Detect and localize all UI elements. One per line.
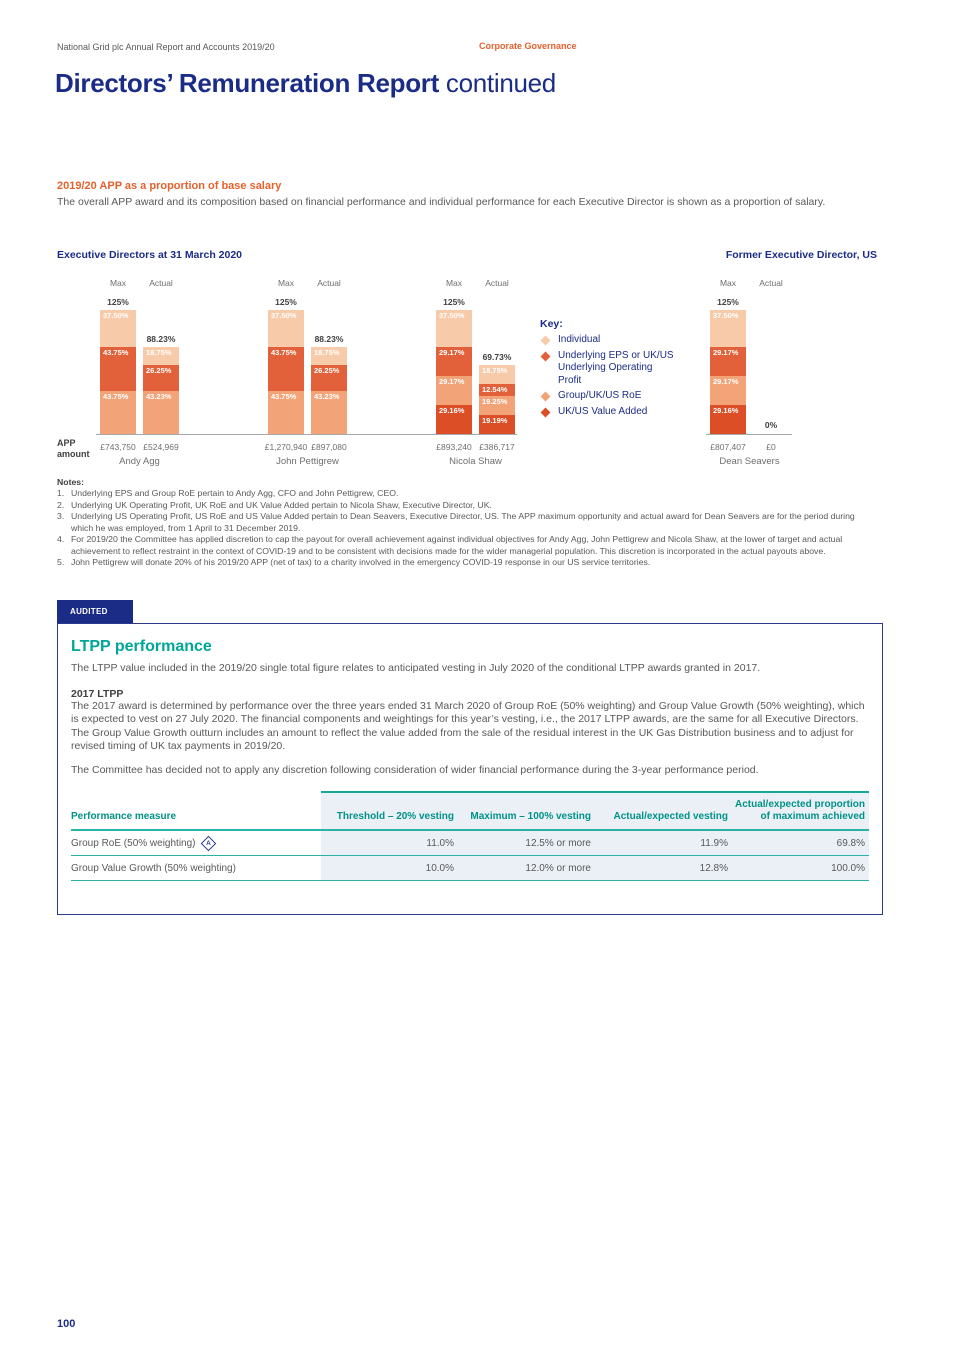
bar-total-label: 125% bbox=[275, 297, 297, 308]
bar-total-label: 125% bbox=[107, 297, 129, 308]
bar-segment-label: 37.50% bbox=[271, 311, 297, 321]
note-number: 4. bbox=[57, 534, 65, 544]
chart-key-title: Key: bbox=[540, 318, 563, 330]
note-item bbox=[57, 500, 872, 512]
table-header-cell: Performance measure bbox=[71, 811, 177, 822]
ltpp-heading: LTPP performance bbox=[71, 638, 212, 655]
table-measure-text: Group RoE (50% weighting) bbox=[71, 837, 196, 849]
chart-key bbox=[540, 318, 690, 421]
bar-segment-value_added bbox=[479, 415, 515, 434]
bar-segment-label: 26.25% bbox=[314, 366, 340, 376]
table-value-cell: 10.0% bbox=[321, 856, 458, 880]
ltpp-intro: The LTPP value included in the 2019/20 single total figure relates to anticipated vesting in July 2020 of the conditional LTPP awards granted in 2017. bbox=[71, 662, 761, 674]
page-title-continued: continued bbox=[438, 68, 556, 98]
table-header-cell: Actual/expected proportion of maximum achieved bbox=[732, 791, 869, 829]
note-text: For 2019/20 the Committee has applied discretion to cap the payout for overall achievement against individual objectives for Andy Agg, John Pettigrew and Nicola Shaw, at the lower of target and actual achievement to reflect restraint in the context of COVID-19 and to be consistent with decisions made for the wider managerial population. This discretion is incorporated in the actual payouts above. bbox=[71, 534, 843, 556]
app-amount-actual: £897,080 bbox=[311, 442, 347, 452]
bar-column-label-actual: Actual bbox=[317, 278, 341, 288]
bar-column-label-max: Max bbox=[109, 278, 127, 288]
bar-segment-roe bbox=[268, 391, 304, 434]
bar-segment-roe bbox=[710, 376, 746, 405]
bar-column-label-max: Max bbox=[277, 278, 295, 288]
bar-segment-label: 19.19% bbox=[482, 415, 508, 425]
bar-segment-eps_profit bbox=[268, 347, 304, 390]
ltpp-performance-box bbox=[57, 623, 883, 915]
app-amount-actual: £386,717 bbox=[479, 442, 515, 452]
bar-column-label-actual: Actual bbox=[149, 278, 173, 288]
app-section-intro: The overall APP award and its composition based on financial performance and individual performance for each Executive Director is shown as a proportion of salary. bbox=[57, 196, 826, 208]
key-item-label: Individual bbox=[558, 334, 601, 345]
bar-segment-individual bbox=[311, 347, 347, 366]
table-value-cell: 11.9% bbox=[595, 831, 732, 855]
bar-column-label-max: Max bbox=[719, 278, 737, 288]
app-amount-max: £893,240 bbox=[436, 442, 472, 452]
key-diamond-icon bbox=[541, 336, 551, 346]
bar-segment-label: 19.25% bbox=[482, 396, 508, 406]
key-diamond-icon bbox=[541, 407, 551, 417]
page-title bbox=[55, 68, 556, 99]
bar-segment-label: 26.25% bbox=[146, 366, 172, 376]
bar-segment-label: 43.75% bbox=[103, 391, 129, 401]
stacked-bar bbox=[436, 310, 472, 434]
bar-segment-individual bbox=[143, 347, 179, 366]
table-row bbox=[71, 830, 869, 855]
stacked-bar bbox=[479, 365, 515, 434]
table-value-cell: 12.5% or more bbox=[458, 831, 595, 855]
bar-segment-label: 43.75% bbox=[103, 348, 129, 358]
page-number: 100 bbox=[57, 1318, 76, 1330]
key-item bbox=[540, 390, 690, 403]
bar-column-label-max: Max bbox=[445, 278, 463, 288]
bar-total-label: 0% bbox=[764, 420, 778, 430]
note-number: 1. bbox=[57, 488, 65, 498]
bar-segment-eps_profit bbox=[710, 347, 746, 376]
key-item bbox=[540, 350, 690, 388]
audited-marker-icon bbox=[200, 835, 216, 851]
note-item bbox=[57, 534, 872, 557]
bar-segment-label: 29.17% bbox=[713, 377, 739, 387]
bar-segment-label: 43.75% bbox=[271, 391, 297, 401]
table-header-cell: Maximum – 100% vesting bbox=[458, 791, 595, 829]
note-item bbox=[57, 511, 872, 534]
stacked-bar bbox=[143, 347, 179, 434]
note-number: 2. bbox=[57, 499, 65, 510]
bar-segment-label: 43.23% bbox=[146, 392, 172, 402]
audited-marker-letter: A bbox=[205, 839, 211, 847]
director-name: Nicola Shaw bbox=[449, 456, 502, 467]
bar-segment-label: 12.54% bbox=[482, 384, 508, 394]
bar-segment-label: 29.17% bbox=[713, 348, 739, 358]
note-number: 3. bbox=[57, 511, 65, 521]
key-diamond-icon bbox=[541, 351, 551, 361]
report-header-text: National Grid plc Annual Report and Accounts 2019/20 bbox=[57, 42, 275, 52]
app-amount-actual: £524,969 bbox=[143, 442, 179, 452]
bar-segment-eps_profit bbox=[311, 365, 347, 391]
stacked-bar bbox=[268, 310, 304, 434]
app-amount-max: £1,270,940 bbox=[264, 442, 308, 452]
table-measure-cell bbox=[71, 856, 321, 880]
charts-canvas bbox=[0, 270, 965, 475]
audited-badge: AUDITED bbox=[57, 600, 133, 623]
notes-section bbox=[57, 477, 872, 569]
stacked-bar bbox=[710, 310, 746, 434]
table-measure-cell bbox=[71, 831, 321, 855]
note-text: Underlying EPS and Group RoE pertain to Andy Agg, CFO and John Pettigrew, CEO. bbox=[71, 488, 399, 498]
bar-column-label-actual: Actual bbox=[485, 278, 509, 288]
key-item bbox=[540, 334, 690, 347]
table-header-cell: Threshold – 20% vesting bbox=[321, 791, 458, 829]
bar-segment-label: 37.50% bbox=[103, 311, 129, 321]
note-text: Underlying UK Operating Profit, UK RoE and UK Value Added pertain to Nicola Shaw, Executive Director, UK. bbox=[71, 499, 492, 510]
key-item-label: UK/US Value Added bbox=[558, 405, 648, 417]
bar-segment-label: 29.17% bbox=[439, 377, 465, 387]
bar-column-label-actual: Actual bbox=[759, 278, 783, 288]
table-value-cell: 11.0% bbox=[321, 831, 458, 855]
bar-segment-label: 29.16% bbox=[713, 406, 739, 416]
note-text: John Pettigrew will donate 20% of his 2019/20 APP (net of tax) to a charity involved in the emergency COVID-19 response in our US service territories. bbox=[71, 557, 651, 567]
key-diamond-icon bbox=[541, 392, 551, 402]
bar-segment-label: 18.75% bbox=[146, 347, 172, 357]
app-amount-label: APP amount bbox=[57, 438, 90, 459]
page-title-bold: Directors’ Remuneration Report bbox=[55, 68, 439, 98]
ltpp-discretion: The Committee has decided not to apply any discretion following consideration of wider financial performance during the 3-year performance period. bbox=[71, 763, 759, 776]
key-item-label: Group/UK/US RoE bbox=[558, 390, 642, 401]
bar-segment-label: 18.75% bbox=[314, 347, 340, 357]
app-amount-max: £807,407 bbox=[710, 442, 746, 452]
bar-segment-individual bbox=[710, 310, 746, 347]
bar-segment-eps_profit bbox=[100, 347, 136, 390]
table-measure-text: Group Value Growth (50% weighting) bbox=[71, 862, 236, 874]
bar-segment-value_added bbox=[436, 405, 472, 434]
bar-total-label: 125% bbox=[717, 297, 739, 308]
bar-segment-label: 18.75% bbox=[482, 365, 508, 375]
executive-directors-subheading: Executive Directors at 31 March 2020 bbox=[57, 249, 243, 261]
table-value-cell: 100.0% bbox=[732, 856, 869, 880]
director-name: Dean Seavers bbox=[719, 456, 780, 467]
app-amount-actual: £0 bbox=[766, 442, 776, 452]
bar-segment-individual bbox=[436, 310, 472, 347]
table-value-cell: 69.8% bbox=[732, 831, 869, 855]
note-item bbox=[57, 557, 872, 569]
bar-segment-roe bbox=[143, 391, 179, 434]
key-item bbox=[540, 406, 690, 419]
director-name: John Pettigrew bbox=[276, 456, 339, 467]
bar-segment-eps_profit bbox=[143, 365, 179, 391]
bar-segment-roe bbox=[436, 376, 472, 405]
chart-axis bbox=[706, 434, 792, 435]
ltpp-table bbox=[71, 791, 869, 881]
bar-total-label: 88.23% bbox=[314, 333, 344, 344]
note-number: 5. bbox=[57, 557, 65, 567]
bar-segment-eps_profit bbox=[479, 384, 515, 396]
ltpp-table-header bbox=[71, 791, 869, 830]
former-executive-director-subheading: Former Executive Director, US bbox=[725, 249, 877, 261]
bar-total-label: 69.73% bbox=[482, 351, 512, 362]
director-name: Andy Agg bbox=[119, 456, 160, 467]
section-label: Corporate Governance bbox=[479, 41, 577, 51]
table-header-cell: Actual/expected vesting bbox=[595, 791, 732, 829]
note-text: Underlying US Operating Profit, US RoE and US Value Added pertain to Dean Seavers, Executive Director, US. The APP maximum opportunity and actual award for Dean Seavers are for the period during which he was employed, from 1 April to 31 December 2019. bbox=[71, 511, 855, 533]
app-amount-max: £743,750 bbox=[100, 442, 136, 452]
table-value-cell: 12.0% or more bbox=[458, 856, 595, 880]
notes-title: Notes: bbox=[57, 477, 85, 487]
table-value-cell: 12.8% bbox=[595, 856, 732, 880]
bar-segment-label: 29.17% bbox=[439, 348, 465, 358]
key-item-label: Underlying EPS or UK/US Underlying Operating Profit bbox=[558, 349, 674, 386]
bar-segment-label: 37.50% bbox=[713, 311, 739, 321]
bar-segment-label: 29.16% bbox=[439, 406, 465, 416]
bar-segment-roe bbox=[311, 391, 347, 434]
chart-axis bbox=[96, 434, 517, 435]
ltpp-body: The 2017 award is determined by performance over the three years ended 31 March 2020 of Group RoE (50% weighting) and Group Value Growth (50% weighting), which is expected to vest on 27 July 2020. The financial components and weightings for this year’s vesting, i.e., the 2017 LTPP awards, are the same for all Executive Directors. The Group Value Growth outturn includes an amount to reflect the value added from the sale of the residual interest in the UK Gas Distribution business and to adjust for revised timing of UK tax payments in 2019/20. bbox=[71, 699, 865, 752]
bar-segment-label: 43.75% bbox=[271, 348, 297, 358]
bar-segment-roe bbox=[100, 391, 136, 434]
bar-segment-individual bbox=[479, 365, 515, 384]
ltpp-2017-subheading: 2017 LTPP bbox=[71, 687, 124, 700]
table-row bbox=[71, 855, 869, 880]
stacked-bar bbox=[100, 310, 136, 434]
ltpp-table-body bbox=[71, 830, 869, 880]
bar-segment-label: 43.23% bbox=[314, 392, 340, 402]
bar-total-label: 125% bbox=[443, 297, 465, 308]
stacked-bar bbox=[311, 347, 347, 434]
bar-total-label: 88.23% bbox=[146, 333, 176, 344]
note-item bbox=[57, 488, 872, 500]
app-section-heading: 2019/20 APP as a proportion of base salary bbox=[57, 180, 282, 192]
bar-segment-roe bbox=[479, 396, 515, 415]
bar-segment-label: 37.50% bbox=[439, 311, 465, 321]
